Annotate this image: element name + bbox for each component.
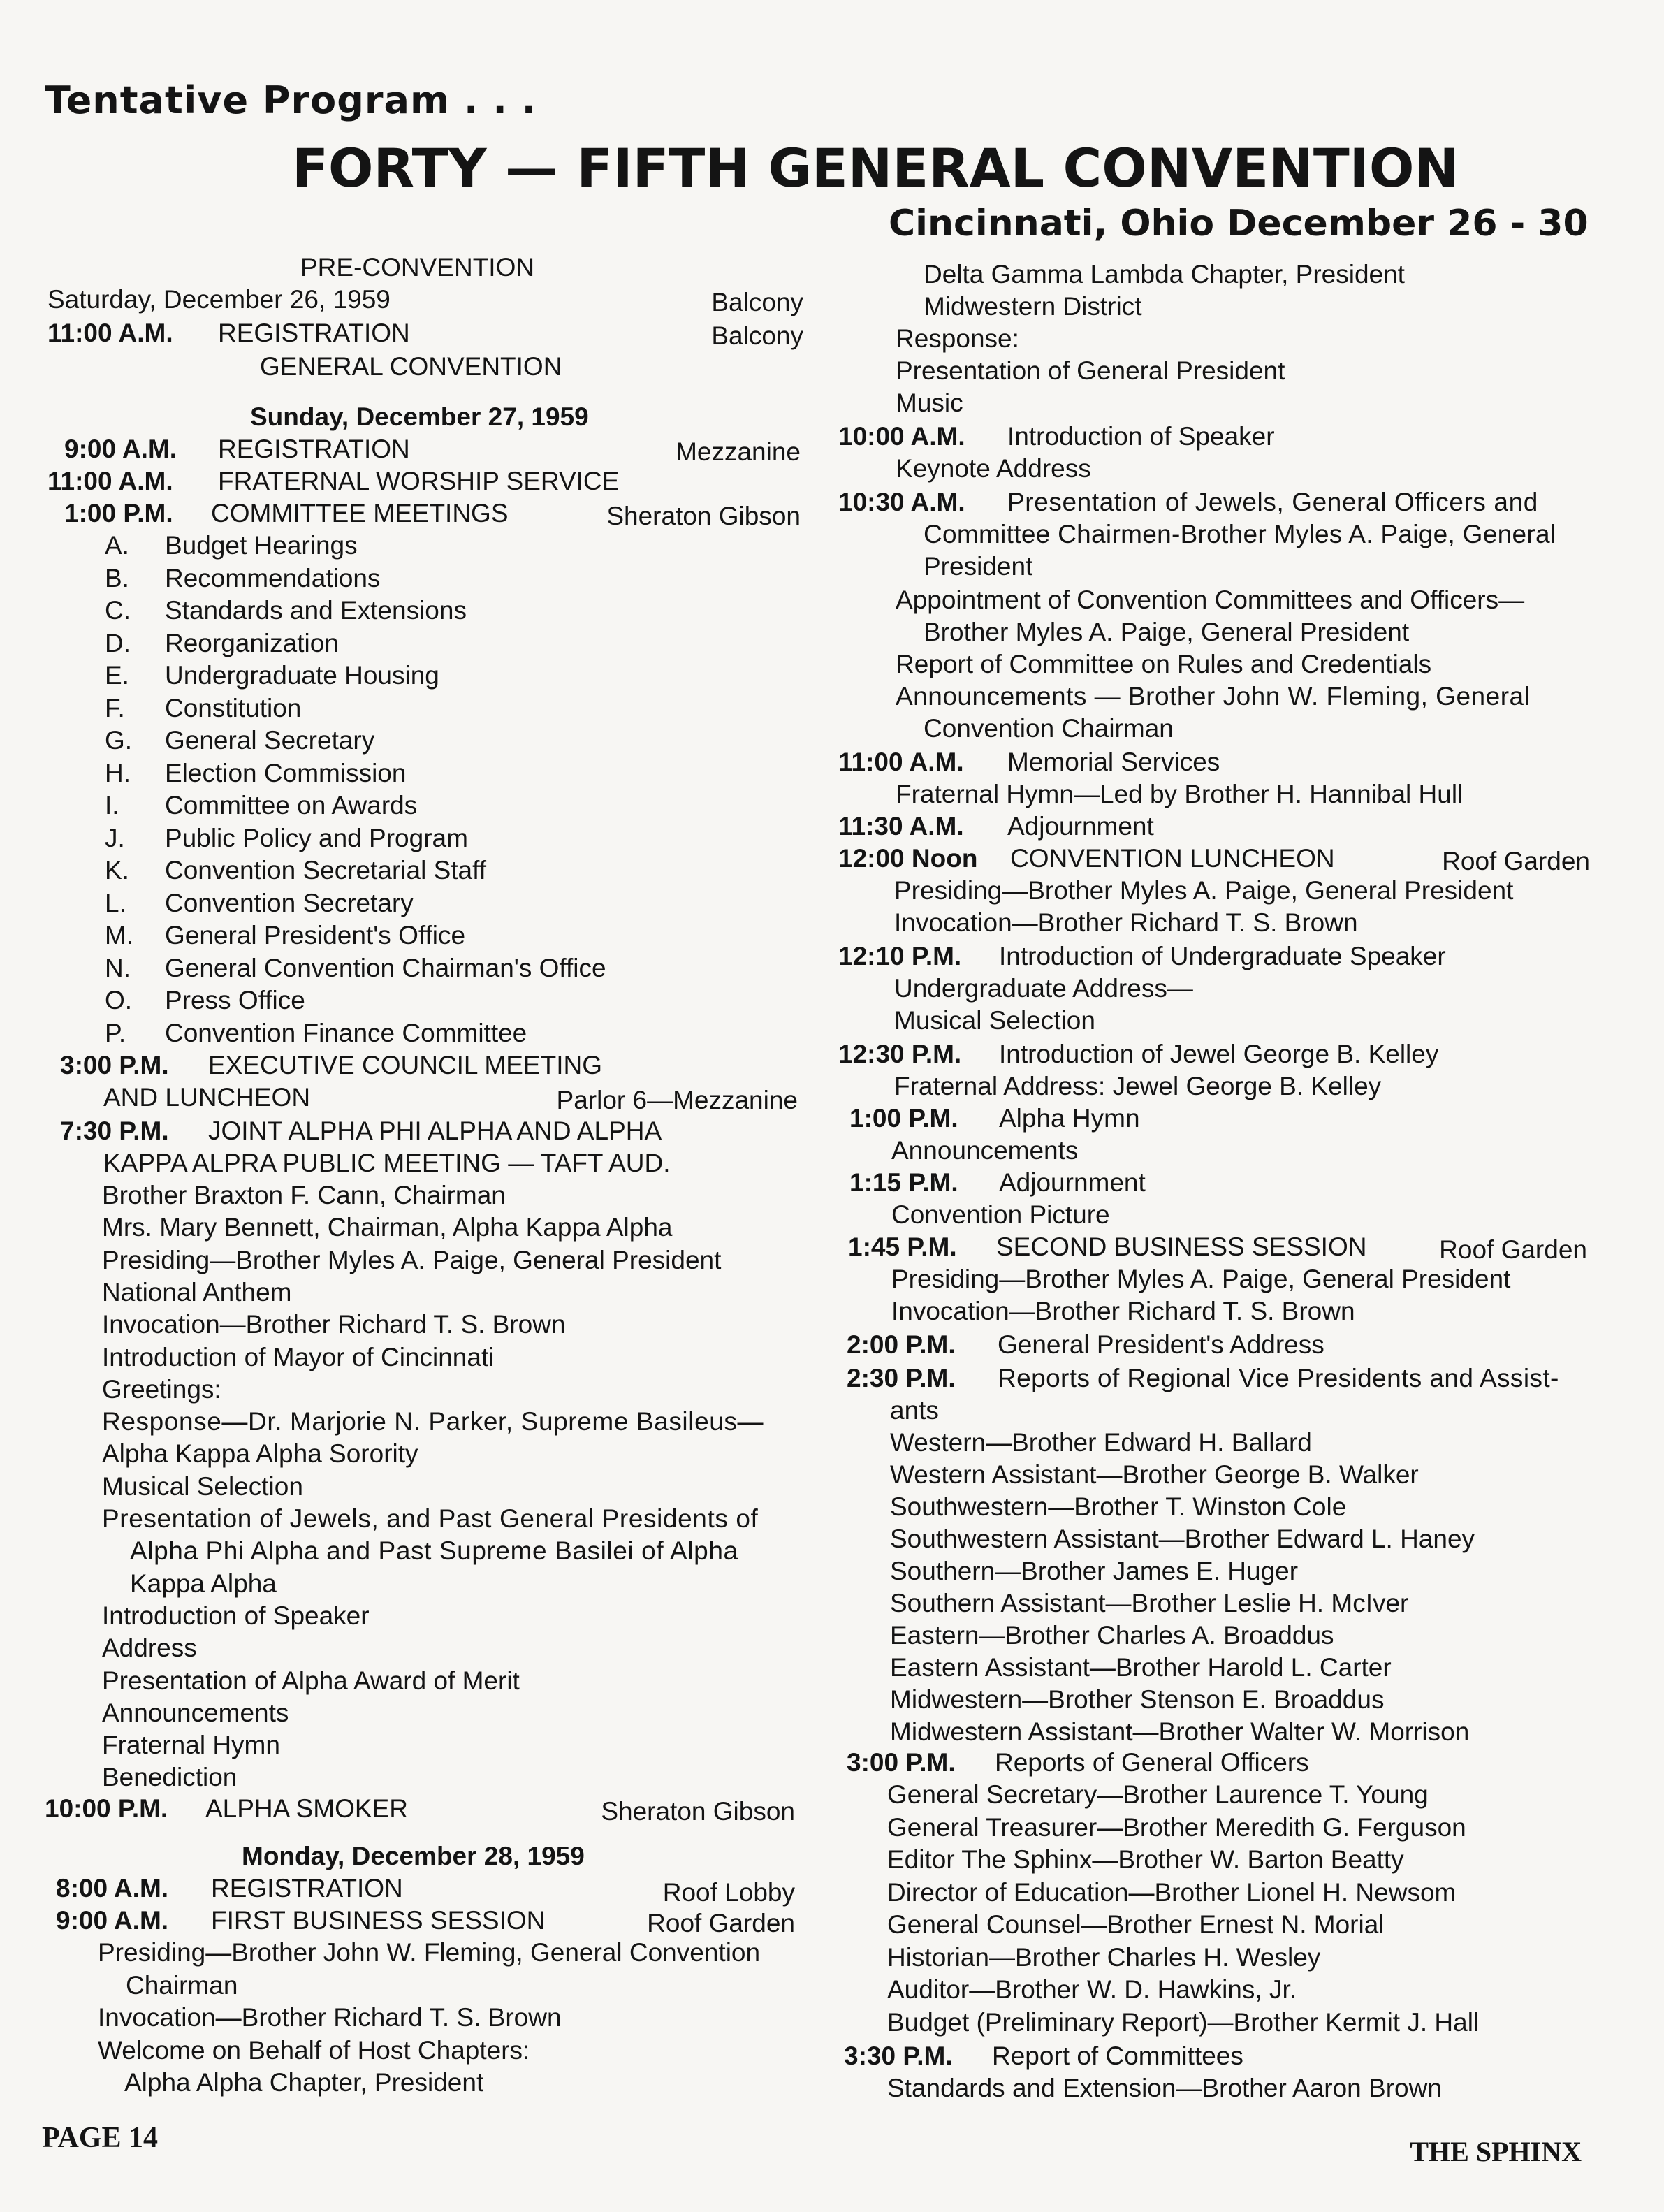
schedule-time: 3:00 P.M. bbox=[60, 1051, 169, 1079]
list-item: Address bbox=[102, 1633, 197, 1663]
registration-text: REGISTRATION bbox=[218, 319, 410, 347]
schedule-sub: Presiding—Brother Myles A. Paige, General President bbox=[894, 876, 1514, 905]
schedule-event: REGISTRATION bbox=[211, 1874, 403, 1902]
schedule-sub: Musical Selection bbox=[894, 1006, 1095, 1035]
committee-letter: B. bbox=[105, 563, 129, 592]
schedule-event: Memorial Services bbox=[1007, 748, 1220, 776]
schedule-time: 12:00 Noon bbox=[838, 844, 978, 873]
list-item: Alpha Kappa Alpha Sorority bbox=[102, 1439, 418, 1469]
list-item: Midwestern District bbox=[924, 292, 1142, 321]
list-item: Editor The Sphinx—Brother W. Barton Beatty bbox=[887, 1845, 1404, 1874]
committee-name: Convention Finance Committee bbox=[165, 1018, 527, 1047]
committee-name: Reorganization bbox=[165, 628, 339, 657]
committee-letter: L. bbox=[105, 888, 126, 917]
schedule-event: Introduction of Speaker bbox=[1007, 422, 1275, 451]
committee-letter: O. bbox=[105, 986, 133, 1014]
list-item: Presiding—Brother John W. Fleming, General Convention bbox=[98, 1938, 761, 1967]
committee-name: Constitution bbox=[165, 693, 302, 722]
schedule-sub: Fraternal Address: Jewel George B. Kelley bbox=[894, 1072, 1382, 1100]
schedule-location: Roof Garden bbox=[1442, 847, 1590, 875]
saturday-date: Saturday, December 26, 1959 bbox=[48, 285, 391, 314]
schedule-time: 10:00 P.M. bbox=[45, 1794, 168, 1823]
committee-name: Undergraduate Housing bbox=[165, 661, 439, 690]
schedule-sub: Brother Myles A. Paige, General President bbox=[924, 618, 1410, 646]
list-item: Introduction of Speaker bbox=[102, 1601, 370, 1630]
schedule-event: COMMITTEE MEETINGS bbox=[211, 499, 509, 527]
sunday-date: Sunday, December 27, 1959 bbox=[250, 402, 589, 431]
schedule-event: Reports of Regional Vice Presidents and Assist- bbox=[998, 1364, 1559, 1392]
committee-name: Election Commission bbox=[165, 758, 407, 787]
committee-name: Standards and Extensions bbox=[165, 596, 467, 625]
list-item: Welcome on Behalf of Host Chapters: bbox=[98, 2035, 530, 2065]
committee-letter: N. bbox=[105, 953, 131, 982]
schedule-sub: Announcements — Brother John W. Fleming, General bbox=[896, 682, 1531, 711]
schedule-sub: Presiding—Brother Myles A. Paige, General President bbox=[891, 1265, 1511, 1293]
list-item: Alpha Phi Alpha and Past Supreme Basilei of Alpha bbox=[130, 1536, 738, 1566]
schedule-event: Report of Committees bbox=[992, 2042, 1243, 2070]
list-item: Southwestern—Brother T. Winston Cole bbox=[890, 1492, 1347, 1521]
list-item: Budget (Preliminary Report)—Brother Kermit J. Hall bbox=[887, 2007, 1480, 2037]
schedule-event: Alpha Hymn bbox=[999, 1104, 1140, 1133]
schedule-sub: Invocation—Brother Richard T. S. Brown bbox=[894, 908, 1358, 937]
list-item: Western Assistant—Brother George B. Walker bbox=[890, 1460, 1419, 1489]
list-item: General Treasurer—Brother Meredith G. Ferguson bbox=[887, 1812, 1466, 1842]
list-item: Response: bbox=[896, 324, 1019, 353]
header-tentative-program: Tentative Program . . . bbox=[45, 78, 537, 122]
registration-location: Balcony bbox=[711, 321, 803, 350]
list-item: Response—Dr. Marjorie N. Parker, Supreme Basileus— bbox=[102, 1407, 764, 1436]
schedule-time: 10:30 A.M. bbox=[838, 488, 965, 516]
list-item: Southern—Brother James E. Huger bbox=[890, 1557, 1299, 1585]
schedule-time: 11:00 A.M. bbox=[838, 748, 964, 776]
list-item: Mrs. Mary Bennett, Chairman, Alpha Kappa Alpha bbox=[102, 1213, 673, 1242]
schedule-event: General President's Address bbox=[998, 1330, 1324, 1359]
schedule-time: 1:00 P.M. bbox=[849, 1104, 958, 1133]
schedule-sub: Fraternal Hymn—Led by Brother H. Hannibal Hull bbox=[896, 780, 1464, 808]
schedule-location: Mezzanine bbox=[676, 437, 801, 466]
pre-convention-heading: PRE-CONVENTION bbox=[300, 253, 535, 282]
committee-letter: E. bbox=[105, 661, 129, 690]
committee-name: Public Policy and Program bbox=[165, 823, 468, 852]
list-item: Eastern—Brother Charles A. Broaddus bbox=[890, 1621, 1334, 1650]
list-item: Greetings: bbox=[102, 1374, 221, 1404]
schedule-event-cont: President bbox=[924, 552, 1033, 581]
header-city-dates: Cincinnati, Ohio December 26 - 30 bbox=[889, 203, 1589, 245]
schedule-event: REGISTRATION bbox=[218, 435, 410, 463]
schedule-sub: Appointment of Convention Committees and Officers— bbox=[896, 585, 1525, 614]
list-item: Auditor—Brother W. D. Hawkins, Jr. bbox=[887, 1975, 1297, 2004]
list-item: Alpha Alpha Chapter, President bbox=[124, 2068, 484, 2097]
schedule-event: Reports of General Officers bbox=[995, 1748, 1309, 1777]
list-item: Musical Selection bbox=[102, 1471, 303, 1501]
schedule-event-cont: AND LUNCHEON bbox=[103, 1083, 311, 1112]
schedule-event: FIRST BUSINESS SESSION bbox=[211, 1906, 546, 1935]
schedule-event: Introduction of Undergraduate Speaker bbox=[999, 942, 1446, 970]
list-item: Director of Education—Brother Lionel H. Newsom bbox=[887, 1877, 1457, 1907]
schedule-time: 11:30 A.M. bbox=[838, 812, 964, 841]
committee-letter: M. bbox=[105, 921, 134, 949]
schedule-sub: Undergraduate Address— bbox=[894, 974, 1193, 1003]
list-item: Music bbox=[896, 388, 963, 417]
list-item: Chairman bbox=[126, 1970, 238, 2000]
schedule-time: 3:30 P.M. bbox=[844, 2042, 953, 2070]
monday-date: Monday, December 28, 1959 bbox=[242, 1842, 585, 1870]
committee-letter: I. bbox=[105, 791, 119, 820]
schedule-sub: Invocation—Brother Richard T. S. Brown bbox=[891, 1297, 1355, 1325]
general-convention-heading: GENERAL CONVENTION bbox=[260, 352, 562, 381]
schedule-sub: Keynote Address bbox=[896, 454, 1091, 483]
list-item: Presiding—Brother Myles A. Paige, General President bbox=[102, 1245, 722, 1274]
list-item: Kappa Alpha bbox=[130, 1569, 277, 1598]
schedule-location: Sheraton Gibson bbox=[601, 1797, 795, 1826]
schedule-location: Roof Garden bbox=[647, 1909, 795, 1937]
schedule-event: FRATERNAL WORSHIP SERVICE bbox=[218, 467, 620, 495]
committee-name: Committee on Awards bbox=[165, 791, 418, 820]
committee-letter: F. bbox=[105, 693, 125, 722]
list-item: Presentation of Alpha Award of Merit bbox=[102, 1666, 520, 1695]
schedule-event: Introduction of Jewel George B. Kelley bbox=[999, 1040, 1439, 1068]
committee-name: Recommendations bbox=[165, 563, 381, 592]
schedule-event: CONVENTION LUNCHEON bbox=[1010, 844, 1335, 873]
list-item: Presentation of Jewels, and Past General Presidents of bbox=[102, 1504, 759, 1533]
schedule-sub: Standards and Extension—Brother Aaron Brown bbox=[887, 2074, 1442, 2102]
schedule-time: 11:00 A.M. bbox=[48, 467, 173, 495]
schedule-time: 8:00 A.M. bbox=[56, 1874, 169, 1902]
committee-letter: G. bbox=[105, 726, 133, 755]
list-item: Southwestern Assistant—Brother Edward L. Haney bbox=[890, 1525, 1475, 1553]
schedule-event: JOINT ALPHA PHI ALPHA AND ALPHA bbox=[208, 1116, 662, 1145]
schedule-time: 9:00 A.M. bbox=[56, 1906, 169, 1935]
list-item: Invocation—Brother Richard T. S. Brown bbox=[102, 1310, 566, 1339]
schedule-time: 10:00 A.M. bbox=[838, 422, 965, 451]
magazine-name: THE SPHINX bbox=[1410, 2136, 1582, 2167]
page-title: FORTY — FIFTH GENERAL CONVENTION bbox=[292, 137, 1459, 199]
list-item: General Counsel—Brother Ernest N. Morial bbox=[887, 1910, 1385, 1939]
schedule-event: SECOND BUSINESS SESSION bbox=[996, 1232, 1367, 1261]
schedule-time: 12:10 P.M. bbox=[838, 942, 962, 970]
schedule-time: 3:00 P.M. bbox=[847, 1748, 956, 1777]
committee-letter: D. bbox=[105, 628, 131, 657]
committee-name: Convention Secretarial Staff bbox=[165, 856, 487, 885]
schedule-location: Roof Garden bbox=[1439, 1235, 1587, 1264]
committee-name: Press Office bbox=[165, 986, 305, 1014]
schedule-time: 2:00 P.M. bbox=[847, 1330, 956, 1359]
list-item: Benediction bbox=[102, 1763, 238, 1792]
committee-letter: H. bbox=[105, 758, 131, 787]
schedule-time: 9:00 A.M. bbox=[64, 435, 177, 463]
schedule-location: Sheraton Gibson bbox=[606, 502, 801, 530]
list-item: General Secretary—Brother Laurence T. Young bbox=[887, 1780, 1429, 1809]
schedule-location: Roof Lobby bbox=[662, 1878, 795, 1907]
list-item: Delta Gamma Lambda Chapter, President bbox=[924, 260, 1405, 289]
list-item: Invocation—Brother Richard T. S. Brown bbox=[98, 2003, 562, 2032]
committee-name: General Secretary bbox=[165, 726, 375, 755]
schedule-event-cont: KAPPA ALPRA PUBLIC MEETING — TAFT AUD. bbox=[103, 1149, 671, 1177]
committee-name: Budget Hearings bbox=[165, 531, 358, 560]
committee-letter: K. bbox=[105, 856, 129, 885]
list-item: Western—Brother Edward H. Ballard bbox=[890, 1428, 1312, 1457]
committee-name: Convention Secretary bbox=[165, 888, 414, 917]
committee-letter: C. bbox=[105, 596, 131, 625]
schedule-event-cont: Committee Chairmen-Brother Myles A. Paige, General bbox=[924, 520, 1556, 548]
list-item: Presentation of General President bbox=[896, 356, 1285, 385]
list-item: Southern Assistant—Brother Leslie H. McIver bbox=[890, 1589, 1409, 1617]
list-item: Midwestern Assistant—Brother Walter W. Morrison bbox=[890, 1717, 1470, 1746]
list-item: Announcements bbox=[102, 1698, 289, 1727]
saturday-location: Balcony bbox=[711, 288, 803, 316]
schedule-event-cont: ants bbox=[890, 1396, 939, 1425]
list-item: Midwestern—Brother Stenson E. Broaddus bbox=[890, 1685, 1385, 1714]
schedule-sub: Convention Chairman bbox=[924, 714, 1174, 743]
schedule-time: 2:30 P.M. bbox=[847, 1364, 956, 1392]
schedule-time: 7:30 P.M. bbox=[60, 1116, 169, 1145]
committee-letter: P. bbox=[105, 1018, 126, 1047]
schedule-time: 1:45 P.M. bbox=[848, 1232, 957, 1261]
list-item: Eastern Assistant—Brother Harold L. Carter bbox=[890, 1653, 1392, 1682]
registration-time: 11:00 A.M. bbox=[48, 319, 173, 347]
committee-name: General President's Office bbox=[165, 921, 466, 949]
schedule-event: EXECUTIVE COUNCIL MEETING bbox=[208, 1051, 602, 1079]
schedule-event: Presentation of Jewels, General Officers and bbox=[1007, 488, 1538, 516]
schedule-location: Parlor 6—Mezzanine bbox=[556, 1086, 798, 1114]
list-item: Introduction of Mayor of Cincinnati bbox=[102, 1342, 495, 1371]
page-number: PAGE 14 bbox=[42, 2122, 159, 2154]
schedule-event: ALPHA SMOKER bbox=[205, 1794, 408, 1823]
list-item: Fraternal Hymn bbox=[102, 1731, 280, 1760]
schedule-event: Adjournment bbox=[1007, 812, 1154, 841]
committee-letter: A. bbox=[105, 531, 129, 560]
list-item: Brother Braxton F. Cann, Chairman bbox=[102, 1181, 506, 1209]
schedule-sub: Announcements bbox=[891, 1136, 1079, 1165]
schedule-time: 12:30 P.M. bbox=[838, 1040, 962, 1068]
schedule-sub: Report of Committee on Rules and Credentials bbox=[896, 650, 1432, 678]
committee-letter: J. bbox=[105, 823, 125, 852]
list-item: National Anthem bbox=[102, 1277, 292, 1307]
schedule-time: 1:15 P.M. bbox=[849, 1168, 958, 1197]
schedule-sub: Convention Picture bbox=[891, 1200, 1110, 1229]
schedule-time: 1:00 P.M. bbox=[64, 499, 173, 527]
list-item: Historian—Brother Charles H. Wesley bbox=[887, 1942, 1321, 1972]
schedule-event: Adjournment bbox=[999, 1168, 1146, 1197]
committee-name: General Convention Chairman's Office bbox=[165, 953, 606, 982]
